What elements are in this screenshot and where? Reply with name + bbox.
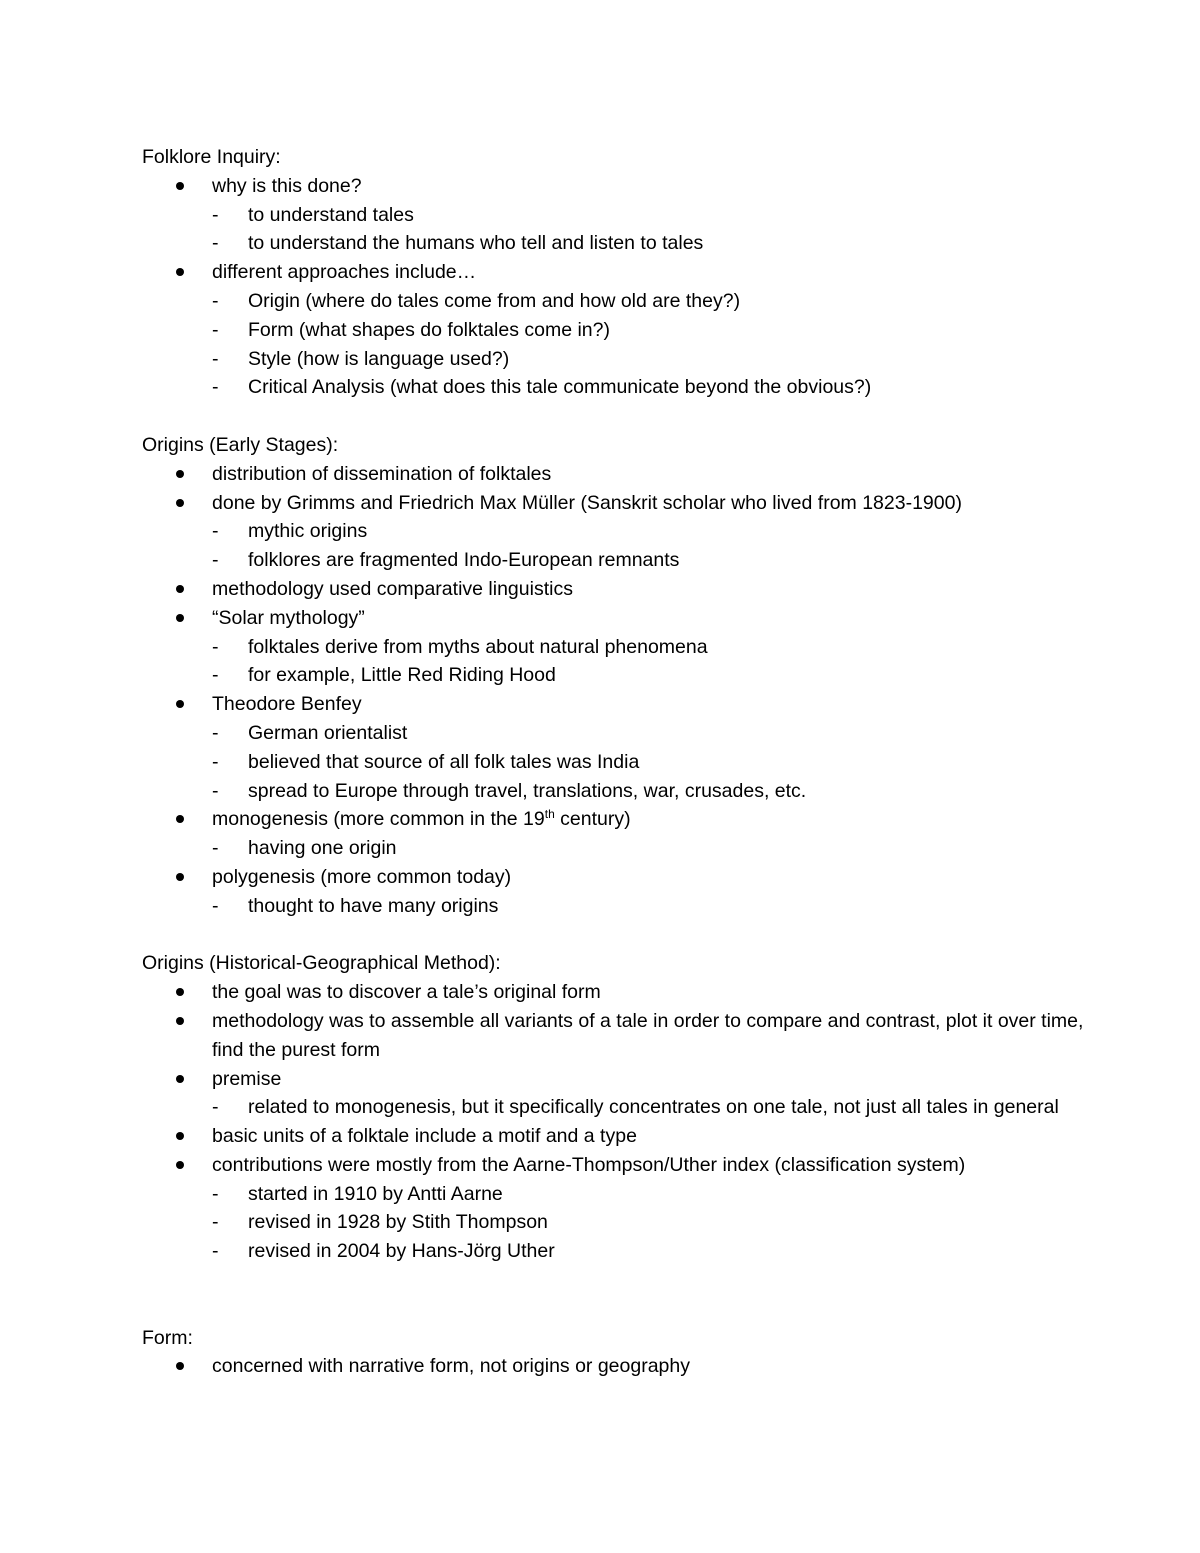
dash-text: to understand the humans who tell and listen to tales bbox=[248, 232, 704, 255]
dash-text: started in 1910 by Antti Aarne bbox=[248, 1182, 503, 1205]
bullet-text: done by Grimms and Friedrich Max Müller (Sanskrit scholar who lived from 1823-1900) bbox=[212, 491, 962, 514]
bullet-item bbox=[142, 1007, 1100, 1065]
bullet-item bbox=[142, 1151, 1100, 1266]
dash-item bbox=[212, 373, 1100, 402]
bullet-text: “Solar mythology” bbox=[212, 606, 365, 629]
dash-list bbox=[212, 1180, 1100, 1266]
dash-item bbox=[212, 719, 1100, 748]
dash-item bbox=[212, 748, 1100, 777]
dash-item bbox=[212, 316, 1100, 345]
bullet-icon bbox=[176, 1132, 184, 1140]
bullet-text: polygenesis (more common today) bbox=[212, 865, 512, 888]
dash-text: to understand tales bbox=[248, 203, 414, 226]
bullet-list bbox=[142, 1352, 1100, 1381]
bullet-item bbox=[142, 1065, 1100, 1123]
dash-item bbox=[212, 546, 1100, 575]
bullet-item bbox=[142, 460, 1100, 489]
dash-item bbox=[212, 1237, 1100, 1266]
dash-text: for example, Little Red Riding Hood bbox=[248, 664, 556, 687]
section-folklore-inquiry bbox=[142, 143, 1100, 402]
dash-list bbox=[212, 201, 1100, 259]
dash-icon: - bbox=[212, 520, 219, 543]
dash-item bbox=[212, 201, 1100, 230]
dash-icon: - bbox=[212, 289, 219, 312]
dash-text: mythic origins bbox=[248, 520, 368, 543]
section-heading: Folklore Inquiry: bbox=[142, 146, 281, 168]
dash-text: Style (how is language used?) bbox=[248, 347, 510, 370]
bullet-text: Theodore Benfey bbox=[212, 693, 362, 716]
dash-list bbox=[212, 287, 1100, 402]
dash-icon: - bbox=[212, 664, 219, 687]
bullet-text: the goal was to discover a tale’s original form bbox=[212, 981, 601, 1004]
bullet-icon bbox=[176, 1161, 184, 1169]
bullet-text: concerned with narrative form, not origins or geography bbox=[212, 1355, 690, 1378]
bullet-icon bbox=[176, 1017, 184, 1025]
bullet-icon bbox=[176, 585, 184, 593]
dash-text: Origin (where do tales come from and how old are they?) bbox=[248, 289, 741, 312]
section-heading: Origins (Historical-Geographical Method): bbox=[142, 952, 501, 975]
dash-item bbox=[212, 517, 1100, 546]
dash-list bbox=[212, 719, 1100, 805]
dash-icon: - bbox=[212, 721, 219, 744]
dash-text: revised in 2004 by Hans-Jörg Uther bbox=[248, 1240, 555, 1263]
dash-icon: - bbox=[212, 1211, 219, 1234]
dash-text: related to monogenesis, but it specifically concentrates on one tale, not just all tales in general bbox=[248, 1096, 1059, 1119]
dash-icon: - bbox=[212, 347, 219, 370]
bullet-item bbox=[142, 1352, 1100, 1381]
bullet-icon bbox=[176, 815, 184, 823]
dash-text: folklores are fragmented Indo-European remnants bbox=[248, 549, 680, 572]
bullet-icon bbox=[176, 988, 184, 996]
superscript-ordinal: th bbox=[544, 807, 555, 822]
dash-item bbox=[212, 1208, 1100, 1237]
dash-list bbox=[212, 517, 1100, 575]
dash-icon: - bbox=[212, 1182, 219, 1205]
bullet-item bbox=[142, 604, 1100, 690]
section-origins-historical-geographical bbox=[142, 949, 1100, 1266]
dash-item bbox=[212, 834, 1100, 863]
bullet-item bbox=[142, 690, 1100, 805]
dash-icon: - bbox=[212, 635, 219, 658]
dash-text: spread to Europe through travel, translations, war, crusades, etc. bbox=[248, 779, 807, 802]
bullet-icon bbox=[176, 873, 184, 881]
section-heading: Origins (Early Stages): bbox=[142, 433, 339, 456]
bullet-item bbox=[142, 575, 1100, 604]
bullet-text: why is this done? bbox=[212, 174, 362, 197]
dash-text: Form (what shapes do folktales come in?) bbox=[248, 318, 610, 341]
dash-icon: - bbox=[212, 837, 219, 860]
dash-item bbox=[212, 892, 1100, 921]
bullet-icon bbox=[176, 499, 184, 507]
bullet-icon bbox=[176, 1075, 184, 1083]
dash-icon: - bbox=[212, 1240, 219, 1263]
section-origins-early-stages bbox=[142, 431, 1100, 921]
dash-text: believed that source of all folk tales was India bbox=[248, 750, 640, 773]
bullet-icon bbox=[176, 700, 184, 708]
bullet-text-tail: century) bbox=[554, 808, 631, 831]
dash-icon: - bbox=[212, 203, 219, 226]
dash-text: folktales derive from myths about natural phenomena bbox=[248, 635, 708, 658]
dash-text: thought to have many origins bbox=[248, 894, 499, 917]
bullet-list bbox=[142, 172, 1100, 402]
dash-list bbox=[212, 633, 1100, 691]
dash-item bbox=[212, 1180, 1100, 1209]
dash-item bbox=[212, 1093, 1100, 1122]
dash-list bbox=[212, 892, 1100, 921]
dash-item bbox=[212, 287, 1100, 316]
bullet-text bbox=[212, 808, 631, 830]
bullet-text: different approaches include… bbox=[212, 261, 477, 284]
bullet-icon bbox=[176, 268, 184, 276]
bullet-icon bbox=[176, 182, 184, 190]
dash-text: revised in 1928 by Stith Thompson bbox=[248, 1211, 548, 1234]
dash-text: Critical Analysis (what does this tale communicate beyond the obvious?) bbox=[248, 376, 872, 399]
dash-item bbox=[212, 229, 1100, 258]
bullet-text: methodology was to assemble all variants of a tale in order to compare and contrast, plot it over time, find the purest form bbox=[212, 1009, 1084, 1061]
dash-icon: - bbox=[212, 232, 219, 255]
dash-text: having one origin bbox=[248, 837, 397, 860]
dash-icon: - bbox=[212, 549, 219, 572]
dash-icon: - bbox=[212, 750, 219, 773]
bullet-item bbox=[142, 805, 1100, 863]
dash-list bbox=[212, 834, 1100, 863]
dash-list bbox=[212, 1093, 1100, 1122]
dash-item bbox=[212, 661, 1100, 690]
bullet-icon bbox=[176, 614, 184, 622]
bullet-item bbox=[142, 863, 1100, 921]
bullet-list bbox=[142, 460, 1100, 921]
bullet-text: premise bbox=[212, 1067, 282, 1090]
dash-item bbox=[212, 777, 1100, 806]
bullet-text: distribution of dissemination of folktales bbox=[212, 462, 552, 485]
dash-text: German orientalist bbox=[248, 721, 408, 744]
bullet-list bbox=[142, 978, 1100, 1266]
dash-item bbox=[212, 633, 1100, 662]
bullet-item bbox=[142, 172, 1100, 258]
bullet-icon bbox=[176, 470, 184, 478]
dash-icon: - bbox=[212, 894, 219, 917]
dash-icon: - bbox=[212, 779, 219, 802]
dash-item bbox=[212, 345, 1100, 374]
bullet-item bbox=[142, 258, 1100, 402]
bullet-item bbox=[142, 489, 1100, 575]
bullet-icon bbox=[176, 1362, 184, 1370]
bullet-item bbox=[142, 978, 1100, 1007]
bullet-text: basic units of a folktale include a motif and a type bbox=[212, 1125, 637, 1148]
bullet-text: methodology used comparative linguistics bbox=[212, 577, 573, 600]
bullet-text: contributions were mostly from the Aarne-Thompson/Uther index (classification system) bbox=[212, 1153, 966, 1176]
dash-icon: - bbox=[212, 318, 219, 341]
dash-icon: - bbox=[212, 1096, 219, 1119]
bullet-item bbox=[142, 1122, 1100, 1151]
section-form bbox=[142, 1324, 1100, 1382]
section-heading: Form: bbox=[142, 1326, 193, 1349]
dash-icon: - bbox=[212, 376, 219, 399]
bullet-text-main: monogenesis (more common in the 19 bbox=[212, 808, 545, 831]
